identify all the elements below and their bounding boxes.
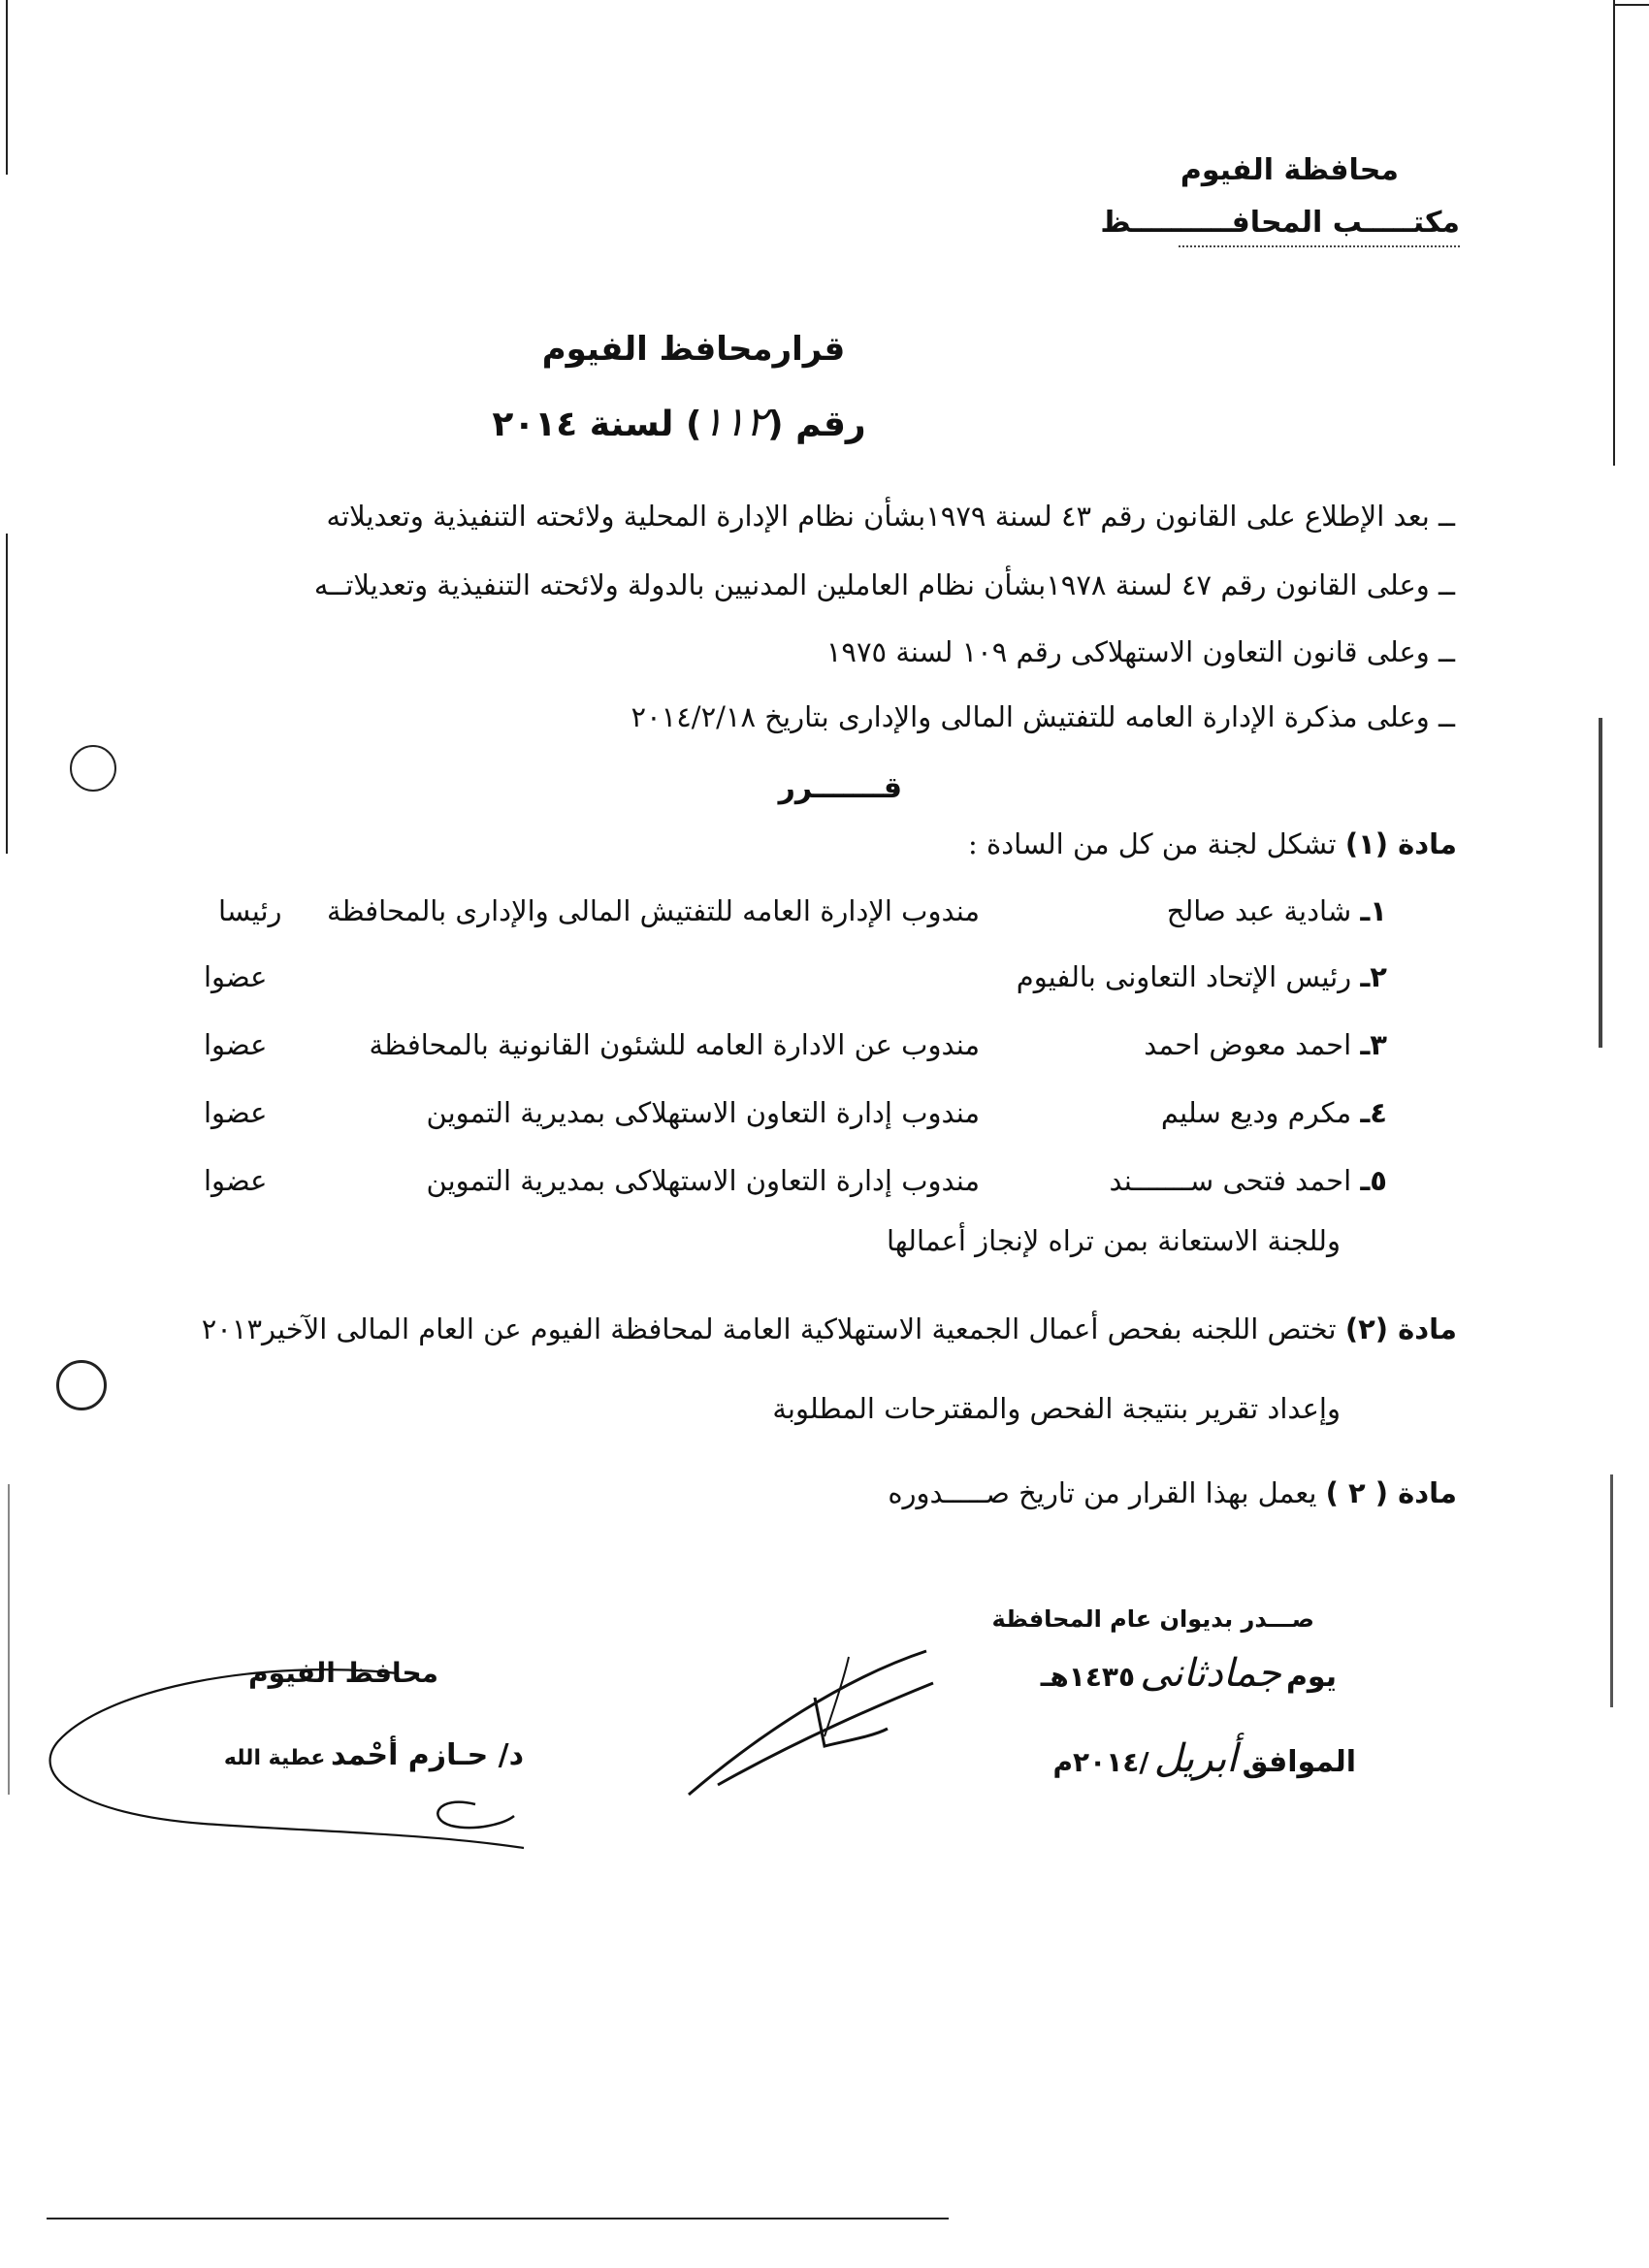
governor-office: مكتـــــب المحافــــــــــظ	[1100, 206, 1460, 240]
article-1-label: مادة (١)	[1344, 827, 1457, 860]
preamble-line-3: ــ وعلى قانون التعاون الاستهلاكى رقم ١٠٩ لسنة ١٩٧٥	[825, 635, 1455, 668]
article-2-continuation: وإعداد تقرير بنتيجة الفحص والمقترحات المطلوبة	[772, 1392, 1341, 1425]
committee-note: وللجنة الاستعانة بمن تراه لإنجاز أعمالها	[886, 1224, 1341, 1257]
member-position: عضوا	[204, 1096, 268, 1129]
scan-edge-right-2	[1599, 718, 1602, 1048]
preamble-line-4: ــ وعلى مذكرة الإدارة العامه للتفتيش المالى والإدارى بتاريخ ٢٠١٤/٢/١٨	[630, 700, 1455, 733]
decree-number-prefix: رقم (	[767, 405, 866, 444]
article-1	[968, 827, 1457, 860]
decree-number-suffix: ) لسنة ٢٠١٤	[492, 405, 702, 444]
signatory-title: محافظ الفيوم	[248, 1657, 438, 1689]
decree-number	[388, 398, 970, 445]
office-underline	[1179, 245, 1460, 247]
article-3-text: يعمل بهذا القرار من تاريخ صـــــدوره	[888, 1476, 1317, 1509]
issue-day	[1041, 1651, 1337, 1696]
scan-edge-left-3	[8, 1484, 10, 1795]
article-3	[888, 1476, 1457, 1509]
decree-title: قرارمحافظ الفيوم	[541, 330, 846, 369]
article-3-label: مادة ( ٢ )	[1325, 1476, 1457, 1509]
scan-edge-right-3	[1610, 1474, 1613, 1707]
member-number: ٥ـ	[1360, 1164, 1387, 1197]
member-role: مندوب إدارة التعاون الاستهلاكى بمديرية التموين	[426, 1164, 980, 1197]
member-position: رئيسا	[218, 894, 282, 927]
governorate-name: محافظة الفيوم	[1180, 153, 1399, 187]
day-label: يوم	[1285, 1660, 1337, 1694]
member-number: ٤ـ	[1360, 1096, 1387, 1129]
preamble-line-1: ــ بعد الإطلاع على القانون رقم ٤٣ لسنة ١٩٧٩بشأن نظام الإدارة المحلية ولائحته التنفيذية وتعديلاته	[326, 500, 1455, 533]
scan-edge-left	[6, 0, 8, 175]
second-signature	[679, 1639, 951, 1804]
member-name: رئيس الإتحاد التعاونى بالفيوم	[1016, 960, 1352, 993]
bottom-rule	[47, 2218, 949, 2219]
member-position: عضوا	[204, 1028, 268, 1061]
member-number: ٢ـ	[1360, 960, 1387, 993]
hijri-year: ١٤٣٥هـ	[1040, 1661, 1136, 1693]
member-position: عضوا	[204, 1164, 268, 1197]
governor-signature	[19, 1649, 524, 1863]
scan-edge-top	[1613, 4, 1649, 6]
article-1-text: تشكل لجنة من كل من السادة :	[968, 827, 1337, 860]
decided-heading: قـــــــرر	[778, 771, 902, 805]
corresponding-label: الموافق	[1242, 1745, 1356, 1779]
article-2-text: تختص اللجنه بفحص أعمال الجمعية الاستهلاكية العامة لمحافظة الفيوم عن العام المالى الآخير٢٠١٣	[201, 1312, 1337, 1345]
gregorian-year: /٢٠١٤م	[1052, 1746, 1149, 1778]
member-position: عضوا	[204, 960, 268, 993]
issued-at: صـــدر بديوان عام المحافظة	[991, 1605, 1314, 1633]
member-row	[1144, 1028, 1387, 1061]
member-number: ١ـ	[1360, 894, 1387, 927]
article-2	[202, 1312, 1457, 1345]
member-name: مكرم وديع سليم	[1160, 1096, 1352, 1129]
punch-hole-mark	[70, 745, 116, 792]
signatory-name-suffix: عطية الله	[223, 1746, 326, 1770]
signatory-name-prefix: د/ حـازم أحْمد	[331, 1738, 524, 1772]
member-role: مندوب عن الادارة العامه للشئون القانونية بالمحافظة	[369, 1028, 980, 1061]
member-row	[1161, 1096, 1387, 1129]
day-handwritten: جمادثانى	[1140, 1651, 1281, 1696]
member-row	[1017, 960, 1387, 993]
member-row	[1167, 894, 1387, 927]
member-role: مندوب الإدارة العامه للتفتيش المالى والإدارى بالمحافظة	[326, 894, 980, 927]
member-name: احمد فتحى ســـــــند	[1109, 1164, 1352, 1197]
article-2-label: مادة (٢)	[1344, 1312, 1457, 1345]
scan-edge-left-2	[6, 534, 8, 854]
month-handwritten: أبريل	[1153, 1736, 1238, 1781]
member-role: مندوب إدارة التعاون الاستهلاكى بمديرية التموين	[426, 1096, 980, 1129]
issue-date	[1053, 1736, 1357, 1781]
member-name: احمد معوض احمد	[1144, 1028, 1352, 1061]
member-row	[1109, 1164, 1387, 1197]
preamble-line-2: ــ وعلى القانون رقم ٤٧ لسنة ١٩٧٨بشأن نظام العاملين المدنيين بالدولة ولائحته التنفيذية وتعديلاتــه	[313, 568, 1455, 601]
punch-hole-mark-2	[56, 1360, 107, 1410]
member-name: شادية عبد صالح	[1166, 894, 1352, 927]
decree-number-handwritten: ١١٢	[701, 398, 768, 445]
scan-edge-right	[1613, 0, 1615, 466]
member-number: ٣ـ	[1360, 1028, 1387, 1061]
